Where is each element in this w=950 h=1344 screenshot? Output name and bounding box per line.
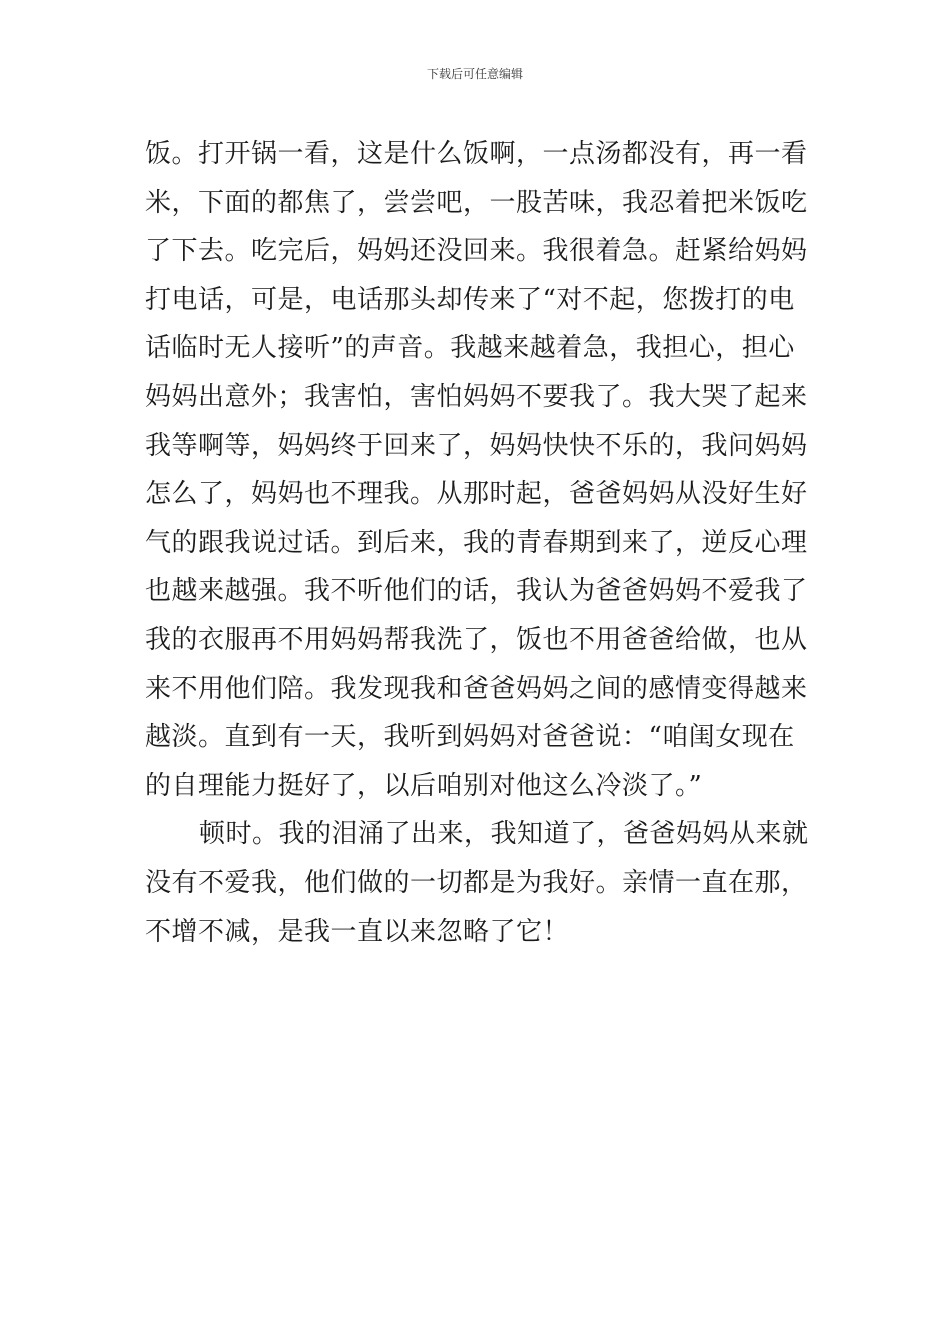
- text-line: 了下去。吃完后，妈妈还没回来。我很着急。赶紧给妈妈: [145, 236, 808, 267]
- text-line: 话临时无人接听”的声音。我越来越着急，我担心，担心: [145, 333, 795, 364]
- text-line: 的自理能力挺好了，以后咱别对他这么冷淡了。”: [145, 770, 703, 801]
- text-line: 没有不爱我，他们做的一切都是为我好。亲情一直在那，: [145, 867, 808, 898]
- text-line: 饭。打开锅一看，这是什么饭啊，一点汤都没有，再一看: [145, 139, 808, 169]
- paragraph-start-line: 顿时。我的泪涌了出来，我知道了，爸爸妈妈从来就: [199, 819, 809, 850]
- text-line: 怎么了，妈妈也不理我。从那时起，爸爸妈妈从没好生好: [145, 479, 808, 510]
- page-header: 下载后可任意编辑: [426, 67, 523, 81]
- text-line: 也越来越强。我不听他们的话，我认为爸爸妈妈不爱我了: [145, 576, 808, 607]
- body-text: [145, 130, 825, 956]
- text-line: 我的衣服再不用妈妈帮我洗了，饭也不用爸爸给做，也从: [145, 624, 808, 655]
- text-line: 米，下面的都焦了，尝尝吧，一股苦味，我忍着把米饭吃: [145, 187, 808, 218]
- text-line: 来不用他们陪。我发现我和爸爸妈妈之间的感情变得越来: [145, 673, 808, 704]
- text-line: 我等啊等，妈妈终于回来了，妈妈快快不乐的，我问妈妈: [145, 430, 808, 461]
- text-line: 打电话，可是，电话那头却传来了“对不起，您拨打的电: [145, 284, 795, 315]
- text-line: 气的跟我说过话。到后来，我的青春期到来了，逆反心理: [145, 527, 808, 558]
- text-line: 不增不减，是我一直以来忽略了它！: [145, 916, 570, 947]
- text-line: 妈妈出意外；我害怕，害怕妈妈不要我了。我大哭了起来: [145, 381, 808, 412]
- text-line: 越淡。直到有一天，我听到妈妈对爸爸说：“咱闺女现在: [145, 722, 795, 753]
